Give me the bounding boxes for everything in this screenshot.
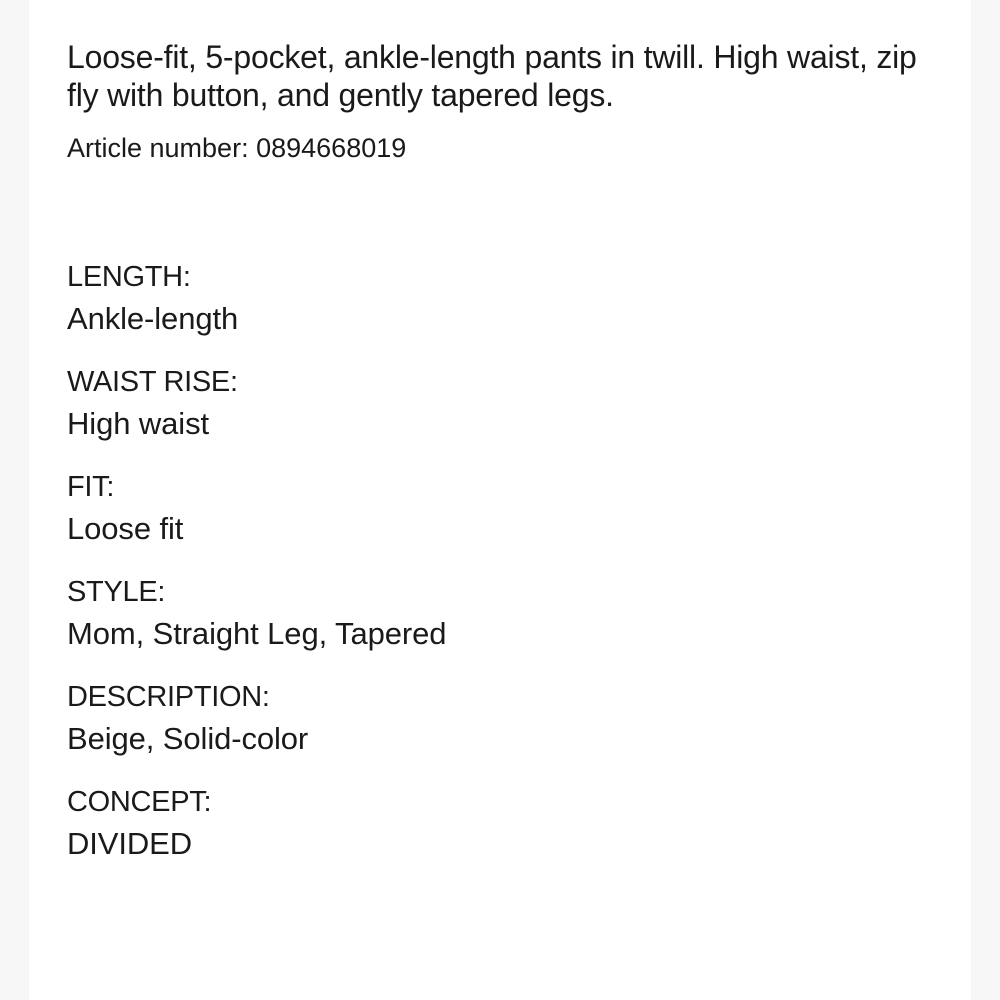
- product-details-page: [29, 0, 971, 1000]
- attribute-label: DESCRIPTION:: [67, 681, 270, 713]
- attribute-value: DIVIDED: [67, 826, 193, 861]
- attribute-value: High waist: [67, 406, 209, 441]
- attribute-description: [67, 677, 947, 761]
- attribute-value: Ankle-length: [67, 301, 239, 336]
- attribute-length: [67, 257, 947, 341]
- article-number-row: [67, 132, 947, 164]
- product-details-content: [67, 38, 947, 887]
- attribute-value: Beige, Solid-color: [67, 721, 309, 756]
- attribute-label: CONCEPT:: [67, 786, 212, 818]
- attribute-label: LENGTH:: [67, 261, 191, 293]
- attribute-style: [67, 572, 947, 656]
- attribute-list: [67, 257, 947, 866]
- attribute-label: FIT:: [67, 471, 115, 503]
- attribute-label: STYLE:: [67, 576, 166, 608]
- attribute-fit: [67, 467, 947, 551]
- attribute-value: Mom, Straight Leg, Tapered: [67, 616, 447, 651]
- article-number-label: Article number:: [67, 133, 249, 163]
- product-description: Loose-fit, 5-pocket, ankle-length pants in twill. High waist, zip fly with button, and gently tapered legs.: [67, 39, 917, 113]
- attribute-value: Loose fit: [67, 511, 184, 546]
- attribute-label: WAIST RISE:: [67, 366, 238, 398]
- article-number-value: 0894668019: [256, 133, 407, 163]
- attribute-concept: [67, 782, 947, 866]
- attribute-waist-rise: [67, 362, 947, 446]
